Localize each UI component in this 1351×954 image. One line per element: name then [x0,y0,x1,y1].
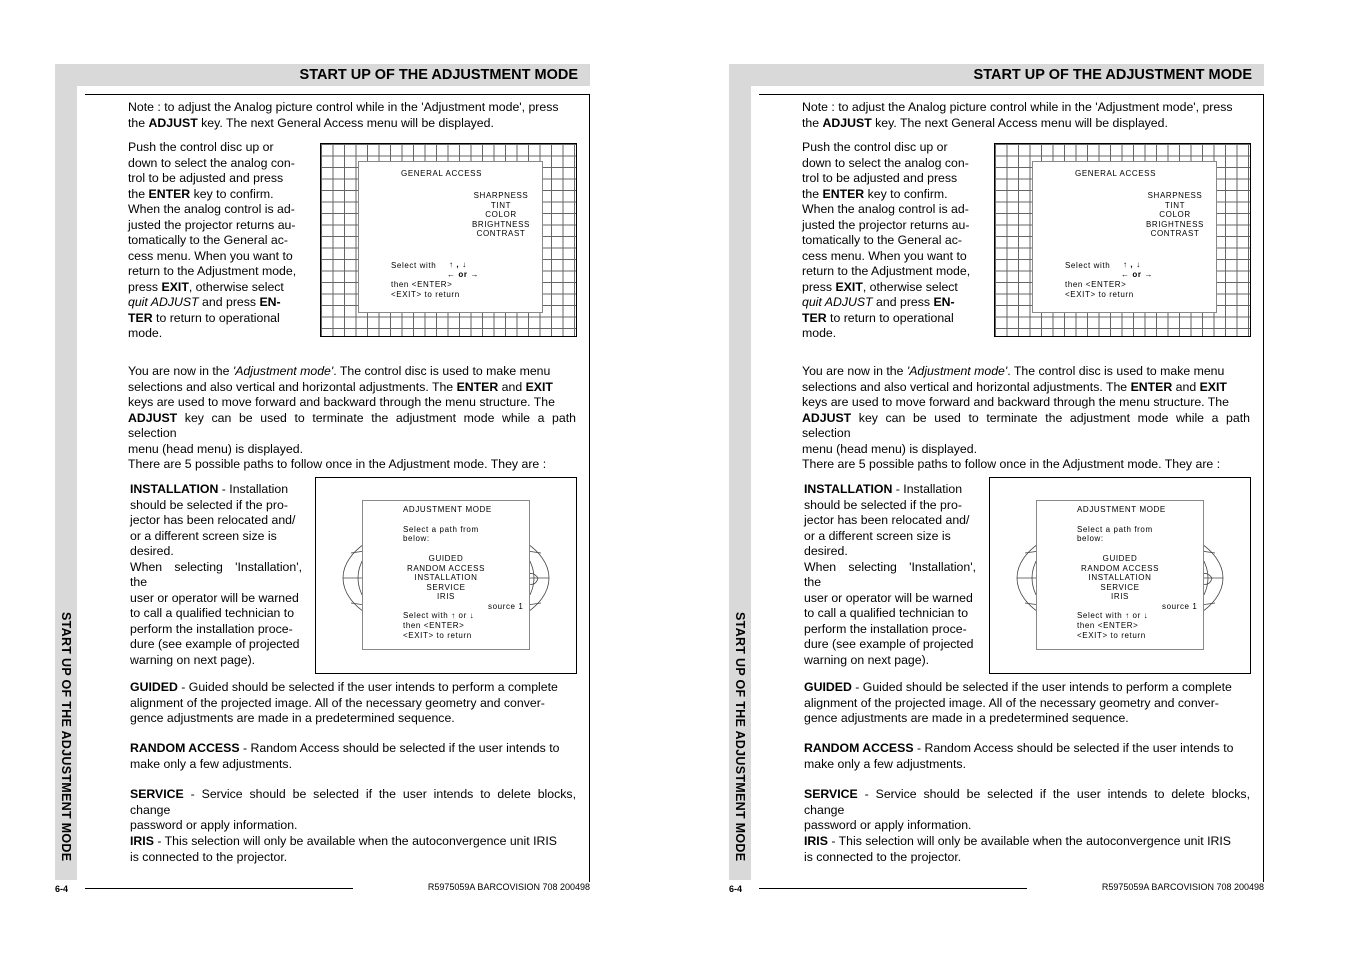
menu-item: BRIGHTNESS [1145,219,1204,229]
right-rule [1263,94,1264,882]
updown-arrows: ↑ , ↓ [449,260,467,269]
page-number: 6-4 [729,884,743,894]
then-enter: then <ENTER> [391,280,453,289]
source-label: source 1 [1162,602,1198,611]
prompt-line: below: [403,534,430,543]
path-item-installation: INSTALLATION [1088,573,1152,582]
menu-item: TINT [490,200,512,210]
right-rule [589,94,590,882]
exit-return: <EXIT> to return [1065,290,1134,299]
adjustment-mode-title: ADJUSTMENT MODE [1077,505,1166,514]
menu-item: COLOR [1159,210,1191,219]
exit-return: <EXIT> to return [391,290,460,299]
general-access-menu [1032,161,1217,313]
iris-paragraph: IRIS - This selection will only be available when the autoconvergence unit IRIS is connected to the projector. [804,834,1231,864]
menu-item: CONTRAST [1150,229,1200,238]
page-title: START UP OF THE ADJUSTMENT MODE [299,67,578,83]
select-with-label: Select with ↑ or ↓ [1077,611,1149,620]
then-enter: then <ENTER> [403,621,465,630]
sidebar-band [729,64,751,880]
iris-paragraph: IRIS - This selection will only be available when the autoconvergence unit IRIS is connected to the projector. [130,834,557,864]
path-item-guided: GUIDED [428,554,464,563]
page-right [729,64,1264,894]
general-access-figure [320,143,577,337]
menu-item: COLOR [485,210,517,219]
menu-item: TINT [1164,200,1186,210]
source-label: source 1 [488,602,524,611]
prompt-line: Select a path from [403,525,479,534]
guided-paragraph: GUIDED - Guided should be selected if the user intends to perform a complete alignment of the projected image. All of the necessary geometry and conver- gence adjustments are made in a predetermined sequence. [804,680,1232,725]
header-band [751,64,1264,86]
then-enter: then <ENTER> [1077,621,1139,630]
exit-return: <EXIT> to return [1077,631,1146,640]
page-title: START UP OF THE ADJUSTMENT MODE [973,67,1252,83]
menu-item: CONTRAST [476,229,526,238]
installation-paragraph: INSTALLATION - Installation should be selected if the pro- jector has been relocated and/ or a different screen size is desired. When selecting 'Installation', the user or operator will be warned to call a qualified technician to perform the installation proce- dure (see example of projected warning on next page). [130,482,302,667]
mode-paragraph: You are now in the 'Adjustment mode'. The control disc is used to make menu selections and also vertical and horizontal adjustments. The ENTER and EXIT keys are used to move forward and backward through the menu structure. The ADJUST key can be used to terminate the adjustment mode while a path selection menu (head menu) is displayed. [128,364,576,456]
then-enter: then <ENTER> [1065,280,1127,289]
random-access-paragraph: RANDOM ACCESS - Random Access should be selected if the user intends to make only a few adjustments. [130,741,560,771]
service-paragraph: SERVICE - Service should be selected if the user intends to delete blocks, change password or apply information. [130,787,576,832]
select-with-label: Select with ↑ or ↓ [403,611,475,620]
exit-return: <EXIT> to return [403,631,472,640]
document-reference: R5975059A BARCOVISION 708 200498 [427,882,590,892]
menu-item: SHARPNESS [473,191,529,200]
adjustment-mode-menu [1036,500,1204,650]
select-with-label: Select with [1065,261,1111,270]
sidebar-band [55,64,77,880]
installation-paragraph: INSTALLATION - Installation should be selected if the pro- jector has been relocated and/ or a different screen size is desired. When selecting 'Installation', the user or operator will be warned to call a qualified technician to perform the installation proce- dure (see example of projected warning on next page). [804,482,976,667]
path-item-iris: IRIS [437,592,455,601]
guided-paragraph: GUIDED - Guided should be selected if the user intends to perform a complete alignment of the projected image. All of the necessary geometry and conver- gence adjustments are made in a predetermined sequence. [130,680,558,725]
general-access-menu [358,161,543,313]
note-paragraph: Note : to adjust the Analog picture control while in the 'Adjustment mode', press the ADJUST key. The next General Access menu will be displayed. [128,100,559,130]
path-item-random-access: RANDOM ACCESS [406,563,486,573]
path-item-random-access: RANDOM ACCESS [1080,563,1160,573]
path-item-iris: IRIS [1111,592,1129,601]
push-paragraph: Push the control disc up or down to select the analog con- trol to be adjusted and press the ENTER key to confirm. When the analog control is ad- justed the projector returns au- tomatically to the General ac- cess menu. When you want to return to the Adjustment mode, press EXIT, otherwise select quit ADJUST and press EN- TER to return to operational mode. [128,140,297,340]
path-item-service: SERVICE [426,582,466,592]
adjustment-mode-title: ADJUSTMENT MODE [403,505,492,514]
page-left [55,64,590,894]
footer-rule [85,888,353,889]
random-access-paragraph: RANDOM ACCESS - Random Access should be selected if the user intends to make only a few adjustments. [804,741,1234,771]
general-access-figure [994,143,1251,337]
paths-intro: There are 5 possible paths to follow once in the Adjustment mode. They are : [128,457,547,471]
sidebar-label: START UP OF THE ADJUSTMENT MODE [59,612,73,862]
header-band [77,64,590,86]
push-paragraph: Push the control disc up or down to select the analog con- trol to be adjusted and press the ENTER key to confirm. When the analog control is ad- justed the projector returns au- tomatically to the General ac- cess menu. When you want to return to the Adjustment mode, press EXIT, otherwise select quit ADJUST and press EN- TER to return to operational mode. [802,140,971,340]
path-item-installation: INSTALLATION [414,573,478,582]
sidebar-label: START UP OF THE ADJUSTMENT MODE [733,612,747,862]
top-rule [85,94,589,95]
adjustment-mode-menu [362,500,530,650]
top-rule [759,94,1263,95]
path-item-guided: GUIDED [1102,554,1138,563]
menu-item: SHARPNESS [1147,191,1203,200]
mode-paragraph: You are now in the 'Adjustment mode'. The control disc is used to make menu selections and also vertical and horizontal adjustments. The ENTER and EXIT keys are used to move forward and backward through the menu structure. The ADJUST key can be used to terminate the adjustment mode while a path selection menu (head menu) is displayed. [802,364,1250,456]
updown-arrows: ↑ , ↓ [1123,260,1141,269]
menu-item: BRIGHTNESS [471,219,530,229]
path-item-service: SERVICE [1100,582,1140,592]
document-reference: R5975059A BARCOVISION 708 200498 [1101,882,1264,892]
leftright-arrows: ← or → [447,270,480,279]
footer-rule [759,888,1027,889]
prompt-line: below: [1077,534,1104,543]
service-paragraph: SERVICE - Service should be selected if the user intends to delete blocks, change password or apply information. [804,787,1250,832]
leftright-arrows: ← or → [1121,270,1154,279]
select-with-label: Select with [391,261,437,270]
note-paragraph: Note : to adjust the Analog picture control while in the 'Adjustment mode', press the ADJUST key. The next General Access menu will be displayed. [802,100,1233,130]
general-access-title: GENERAL ACCESS [1075,169,1157,178]
adjustment-mode-figure [315,477,577,674]
general-access-title: GENERAL ACCESS [401,169,483,178]
paths-intro: There are 5 possible paths to follow once in the Adjustment mode. They are : [802,457,1221,471]
page-number: 6-4 [55,884,69,894]
prompt-line: Select a path from [1077,525,1153,534]
adjustment-mode-figure [989,477,1251,674]
